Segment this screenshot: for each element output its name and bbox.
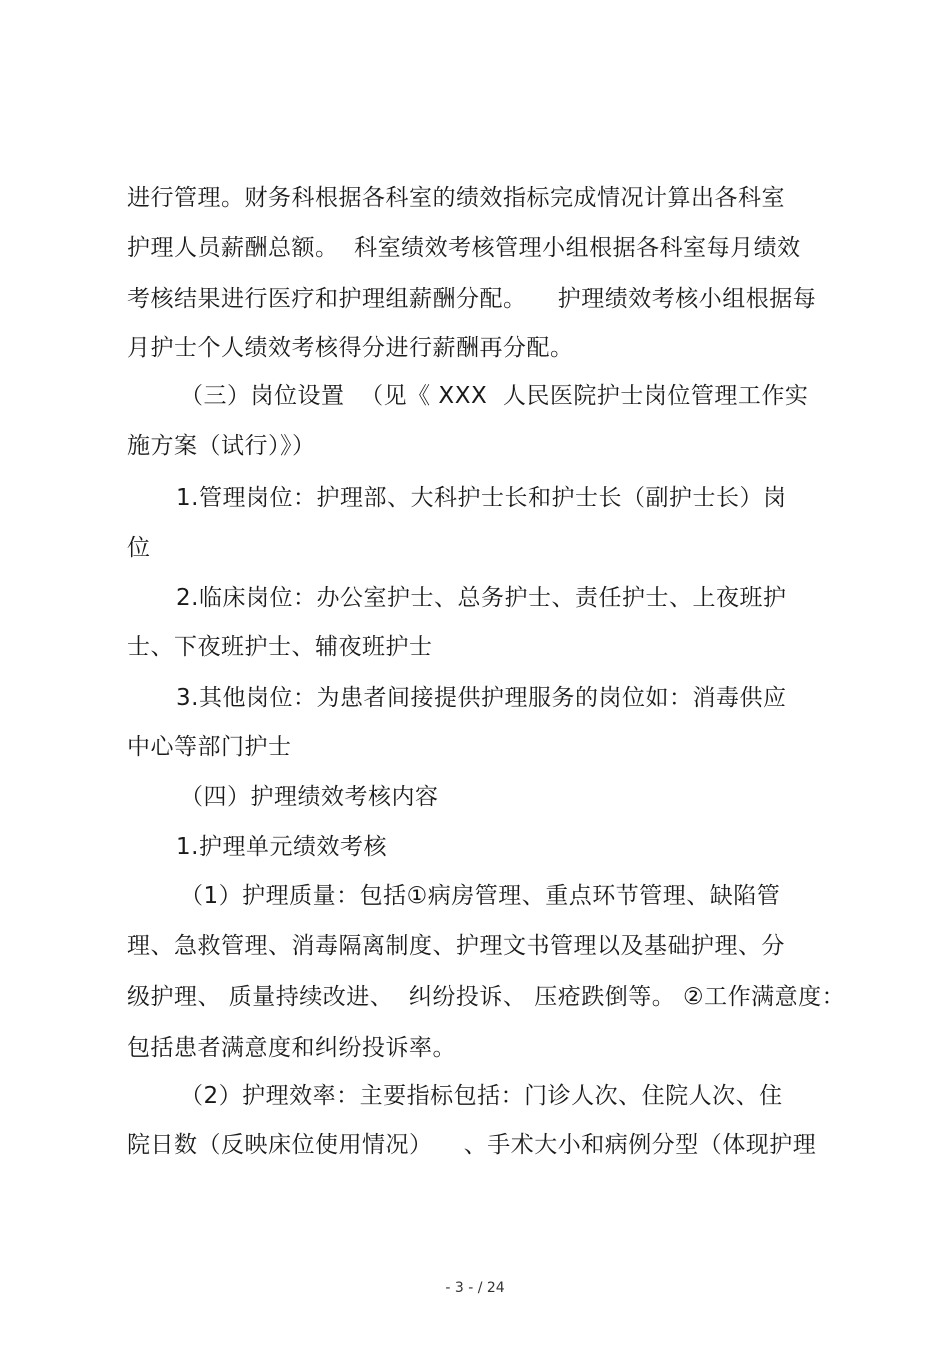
paragraph-1-line-2: 理、急救管理、消毒隔离制度、护理文书管理以及基础护理、分 bbox=[127, 933, 785, 959]
list-item-3-cont: 中心等部门护士 bbox=[127, 734, 292, 760]
list-item-2-cont: 士、下夜班护士、辅夜班护士 bbox=[127, 634, 433, 660]
text-line-1: 进行管理。财务科根据各科室的绩效指标完成情况计算出各科室 bbox=[127, 185, 785, 211]
text-line-6: 施方案（试行）》） bbox=[127, 433, 316, 459]
list-item-2-start: 2.临床岗位：办公室护士、总务护士、责任护士、上夜班护 bbox=[176, 585, 787, 611]
list-item-1-start: 1.管理岗位：护理部、大科护士长和护士长（副护士长）岗 bbox=[176, 485, 787, 511]
list-item-3-start: 3.其他岗位：为患者间接提供护理服务的岗位如：消毒供应 bbox=[176, 685, 787, 711]
paragraph-1-line-3: 级护理、 质量持续改进、 纠纷投诉、 压疮跌倒等。 ②工作满意度： bbox=[127, 984, 846, 1010]
text-line-4: 月护士个人绩效考核得分进行薪酬再分配。 bbox=[127, 335, 574, 361]
subsection-heading-1: 1.护理单元绩效考核 bbox=[176, 834, 387, 860]
page-number: - 3 - / 24 bbox=[445, 1280, 505, 1296]
paragraph-2-line-2: 院日数（反映床位使用情况） 、手术大小和病例分型（体现护理 bbox=[127, 1132, 817, 1158]
section-heading-3: （三）岗位设置 （见《 XXX 人民医院护士岗位管理工作实 bbox=[180, 383, 809, 409]
section-heading-4: （四）护理绩效考核内容 bbox=[180, 784, 439, 810]
paragraph-2-line-1: （2）护理效率：主要指标包括：门诊人次、住院人次、住 bbox=[180, 1083, 783, 1109]
text-line-3: 考核结果进行医疗和护理组薪酬分配。 护理绩效考核小组根据每 bbox=[127, 286, 817, 312]
paragraph-1-line-4: 包括患者满意度和纠纷投诉率。 bbox=[127, 1035, 456, 1061]
text-line-2: 护理人员薪酬总额。 科室绩效考核管理小组根据各科室每月绩效 bbox=[127, 235, 801, 261]
paragraph-1-line-1: （1）护理质量：包括①病房管理、重点环节管理、缺陷管 bbox=[180, 883, 781, 909]
list-item-1-cont: 位 bbox=[127, 535, 151, 561]
